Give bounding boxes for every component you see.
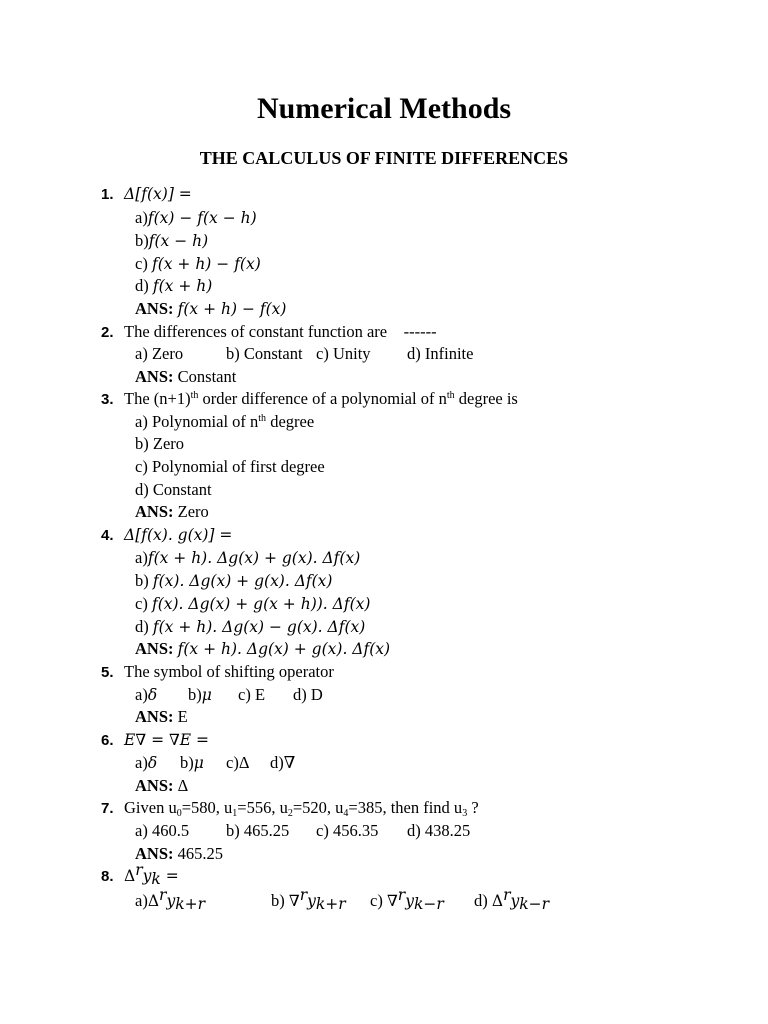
superscript: r (159, 886, 167, 904)
question-text: E∇ = ∇E = (124, 731, 210, 749)
question-text: =520, u (292, 798, 344, 817)
answer-label: ANS: (135, 707, 174, 726)
option-label: a) (135, 685, 148, 704)
option-label: c) (135, 594, 152, 613)
answer-value: Zero (177, 502, 209, 521)
subscript: k−r (519, 895, 550, 913)
question-text: order difference of a polynomial of n (198, 389, 447, 408)
option-d: d) Constant (135, 480, 212, 499)
question-number: 6. (101, 732, 114, 749)
question-text: =385, then find u (348, 798, 463, 817)
option-a (135, 412, 314, 432)
option-label: d) (474, 891, 492, 910)
option-b: b) Zero (135, 434, 185, 453)
answer-label: ANS: (135, 502, 174, 521)
nabla-symbol: ∇ (288, 892, 300, 910)
superscript: th (258, 413, 267, 424)
answer (135, 502, 209, 522)
page-title: Numerical Methods (256, 92, 512, 125)
option-label: b) (271, 891, 289, 910)
question-4 (101, 525, 232, 545)
option-label: c) (135, 254, 152, 273)
answer (135, 299, 286, 319)
question-text: Given u (124, 798, 177, 817)
superscript: r (397, 886, 406, 904)
option-math: f(x). Δg(x) + g(x + h)). Δf(x) (151, 595, 371, 613)
option-a: a) 460.5 (135, 821, 190, 840)
option-label: a) (135, 891, 148, 910)
answer-label: ANS: (135, 776, 174, 795)
answer (135, 707, 188, 727)
option-label: a) (135, 208, 148, 227)
option-c (135, 254, 261, 274)
question-text: = (160, 867, 179, 885)
option-label: d) (135, 276, 153, 295)
question-number: 4. (101, 527, 114, 544)
question-number: 2. (101, 324, 114, 341)
option-c: c) Polynomial of first degree (135, 457, 325, 476)
question-number: 5. (101, 664, 114, 681)
option-b: b) Constant (226, 344, 303, 363)
option-c: c) Unity (316, 344, 371, 363)
option-b (135, 231, 208, 251)
question-2 (101, 322, 437, 342)
subscript: 4 (343, 808, 349, 819)
option-b (180, 753, 204, 773)
option-text: degree (266, 412, 315, 431)
delta-symbol: δ (147, 686, 158, 704)
subscript: 0 (176, 808, 182, 819)
question-5 (101, 662, 334, 682)
option-b (271, 886, 346, 913)
option-math: f(x − h) (148, 232, 209, 250)
subscript: k+r (315, 895, 346, 913)
option-math: f(x + h) (152, 277, 213, 295)
option-math: f(x + h) − f(x) (151, 255, 261, 273)
superscript: r (135, 861, 143, 879)
question-text: =556, u (237, 798, 288, 817)
answer-value: Δ (177, 776, 189, 795)
answer (135, 639, 390, 659)
option-label: a) (135, 548, 148, 567)
option-math: f(x) − f(x − h) (147, 209, 257, 227)
option-c: c)Δ (226, 753, 250, 772)
option-math: y (405, 892, 414, 910)
answer-label: ANS: (135, 299, 174, 318)
answer-value: E (177, 707, 188, 726)
delta-symbol: Δ (147, 892, 160, 910)
option-label: b) (188, 685, 202, 704)
question-text: The differences of constant function are ------ (124, 322, 437, 341)
question-6 (101, 730, 209, 750)
answer-label: ANS: (135, 367, 174, 386)
delta-symbol: Δ (124, 867, 136, 885)
option-d: d) 438.25 (407, 821, 471, 840)
option-d: d) Infinite (407, 344, 474, 363)
section-heading: THE CALCULUS OF FINITE DIFFERENCES (199, 148, 569, 168)
answer (135, 367, 236, 387)
question-number: 8. (101, 868, 114, 885)
option-text: a) Polynomial of n (135, 412, 259, 431)
option-c (370, 886, 444, 913)
mu-symbol: μ (193, 754, 204, 772)
option-b (135, 571, 332, 591)
question-text: degree is (454, 389, 518, 408)
subscript: 2 (287, 808, 293, 819)
question-text: Δ[f(x)] = (124, 185, 192, 203)
question-number: 3. (101, 391, 114, 408)
option-math: y (510, 892, 520, 910)
subscript: k−r (413, 895, 444, 913)
option-d (135, 617, 365, 637)
option-d (135, 276, 212, 296)
question-text: y (142, 867, 152, 885)
superscript: r (503, 886, 511, 904)
subscript: k+r (175, 895, 206, 913)
answer (135, 844, 223, 864)
answer (135, 776, 188, 796)
option-a (135, 886, 206, 913)
question-number: 1. (101, 186, 114, 203)
superscript: th (190, 390, 199, 401)
question-1 (101, 184, 192, 204)
answer-label: ANS: (135, 639, 174, 658)
subscript: k (151, 870, 161, 888)
question-8 (101, 861, 179, 888)
option-label: b) (135, 571, 153, 590)
question-7 (101, 798, 479, 818)
question-text: The (n+1) (124, 389, 191, 408)
question-text: ? (467, 798, 479, 817)
mu-symbol: μ (201, 686, 212, 704)
option-d: d)∇ (270, 753, 296, 772)
nabla-symbol: ∇ (386, 892, 398, 910)
option-math: y (166, 892, 176, 910)
answer-label: ANS: (135, 844, 174, 863)
option-label: d) (135, 617, 153, 636)
option-c: c) E (238, 685, 266, 704)
option-a (135, 685, 157, 705)
answer-value: Constant (177, 367, 237, 386)
option-d (474, 886, 550, 913)
option-b: b) 465.25 (226, 821, 290, 840)
delta-symbol: Δ (491, 892, 504, 910)
question-text: Δ[f(x). g(x)] = (124, 526, 233, 544)
question-text: The symbol of shifting operator (124, 662, 334, 681)
option-label: c) (370, 891, 387, 910)
option-label: b) (135, 231, 149, 250)
superscript: th (446, 390, 455, 401)
option-math: f(x). Δg(x) + g(x). Δf(x) (152, 572, 333, 590)
option-math: f(x + h). Δg(x) − g(x). Δf(x) (152, 618, 366, 636)
delta-symbol: δ (147, 754, 158, 772)
subscript: 1 (232, 808, 238, 819)
option-a: a) Zero (135, 344, 184, 363)
option-c: c) 456.35 (316, 821, 379, 840)
option-a (135, 208, 257, 228)
answer-value: f(x + h) − f(x) (177, 300, 287, 318)
option-c (135, 594, 370, 614)
option-label: b) (180, 753, 194, 772)
superscript: r (299, 886, 308, 904)
option-label: a) (135, 753, 148, 772)
answer-value: f(x + h). Δg(x) + g(x). Δf(x) (177, 640, 391, 658)
option-math: f(x + h). Δg(x) + g(x). Δf(x) (147, 549, 361, 567)
answer-value: 465.25 (177, 844, 224, 863)
option-a (135, 548, 360, 568)
option-a (135, 753, 157, 773)
question-text: =580, u (181, 798, 233, 817)
option-d: d) D (293, 685, 323, 704)
option-math: y (307, 892, 316, 910)
question-number: 7. (101, 800, 114, 817)
option-b (188, 685, 212, 705)
question-3 (101, 389, 518, 409)
subscript: 3 (462, 808, 468, 819)
